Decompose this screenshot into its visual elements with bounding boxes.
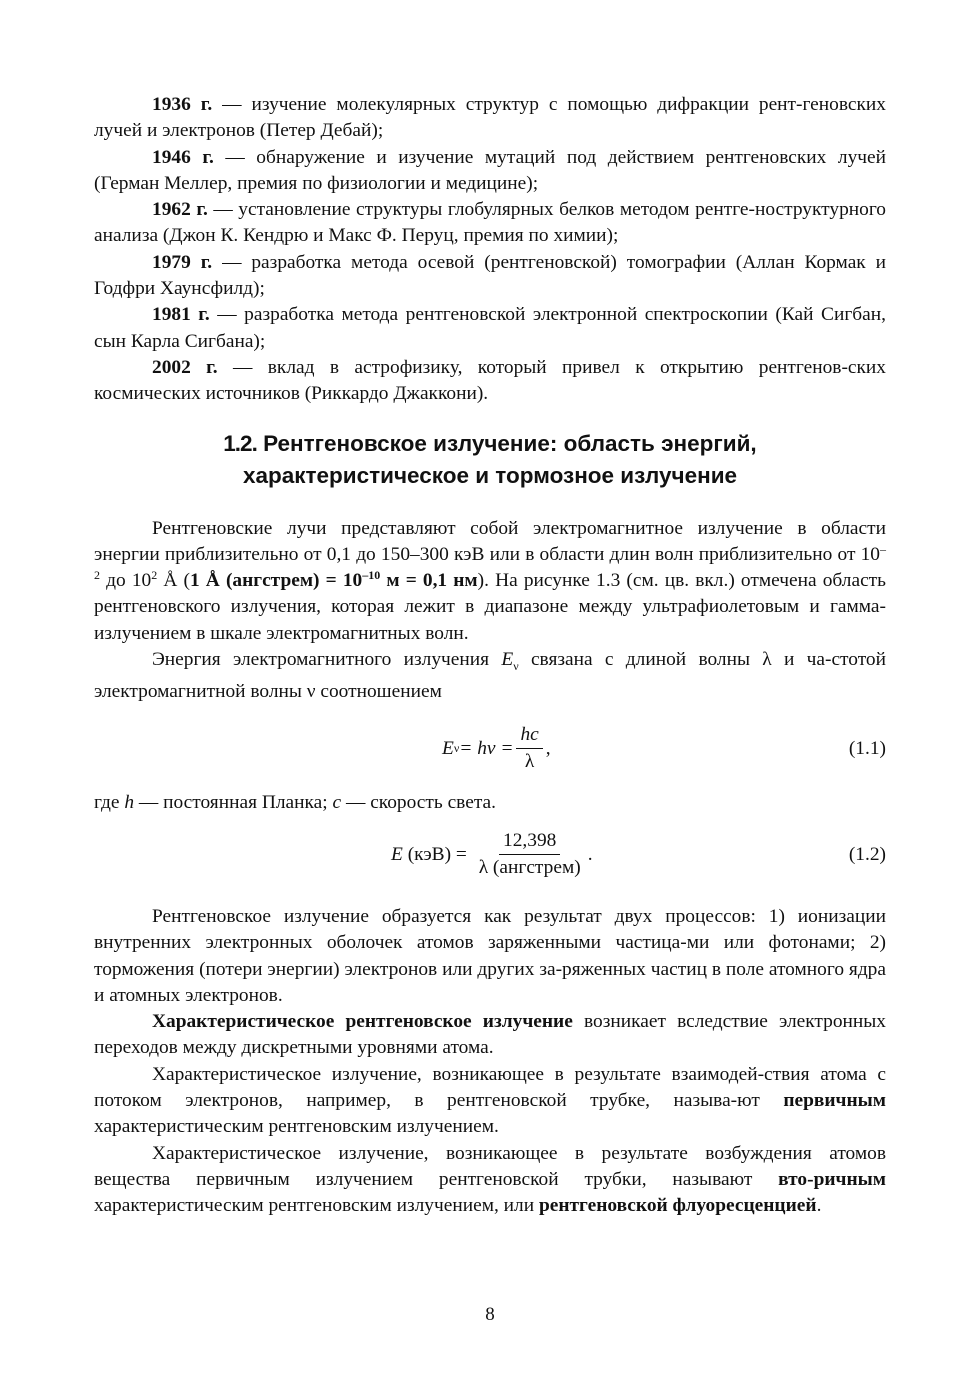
text-run: возникает вследствие электронных переходов между дискретными уровнями атома. xyxy=(94,1011,886,1059)
history-year: 1981 г. xyxy=(152,304,210,326)
page-body xyxy=(94,92,886,1220)
bold-term: первичным xyxy=(783,1090,886,1112)
paragraph-primary xyxy=(94,1062,886,1141)
equation-fraction xyxy=(516,724,542,773)
history-list xyxy=(94,92,886,408)
text-run: Рентгеновские лучи представляют собой электромагнитное излучение в области энергии приблизительно от 0,1 до 150–300 кэВ или в области длин волн приблизительно от 10 xyxy=(94,517,886,565)
paragraph-processes: Рентгеновское излучение образуется как результат двух процессов: 1) ионизации внутренних электронных оболочек атомов заряженными частица-ми или фотонами; 2) торможения (потери энергии) электронов или других за-ряженных частиц в поле атомного ядра и атомных электронов. xyxy=(94,905,886,1006)
section-title-part-2: характеристическое и тормозное излучение xyxy=(242,462,738,488)
history-item xyxy=(94,92,886,145)
equation-lhs: E xyxy=(391,843,403,865)
history-item xyxy=(94,250,886,303)
fraction-denominator: λ xyxy=(524,751,535,773)
equation-number: (1.1) xyxy=(848,737,886,759)
paragraph-energy xyxy=(94,647,886,706)
equation-formula xyxy=(391,822,593,888)
equation-lhs-unit: (кэВ) = xyxy=(402,843,472,865)
history-year: 1936 г. xyxy=(152,94,213,115)
history-text: — установление структуры глобулярных белков методом рентге-ноструктурного анализа (Джон К. Кендрю и Макс Ф. Перуц, премия по химии); xyxy=(94,199,886,247)
fraction-numerator: 12,398 xyxy=(499,830,560,855)
paragraph-characteristic xyxy=(94,1009,886,1062)
history-text: — обнаружение и изучение мутаций под действием рентгеновских лучей (Герман Меллер, премия по физиологии и медицине); xyxy=(94,146,886,194)
history-text: — разработка метода рентгеновской электронной спектроскопии (Кай Сигбан, сын Карла Сигбана); xyxy=(94,304,887,352)
equation-formula xyxy=(442,708,551,790)
text-run: ). На рисунке 1.3 (см. цв. вкл.) отмечена область рентгеновского излучения, которая лежит в диапазоне между ультрафиолетовым и гамма-излучением в шкале электромагнитных волн. xyxy=(94,570,886,644)
text-run: характеристическим рентгеновским излучением. xyxy=(94,1116,499,1138)
text-run: Å ( xyxy=(157,570,190,592)
text-run: . xyxy=(816,1195,822,1217)
symbol-h: h xyxy=(124,791,135,813)
history-item xyxy=(94,302,886,355)
equation-tail: , xyxy=(545,737,551,759)
equation-subscript: ν xyxy=(453,741,460,756)
symbol-c: c xyxy=(332,791,342,813)
history-year: 1962 г. xyxy=(152,199,208,221)
text-run: — скорость света. xyxy=(341,791,496,813)
bold-term: вто-ричным xyxy=(778,1168,886,1190)
section-number: 1.2. xyxy=(223,430,257,456)
exponent: –2 xyxy=(94,541,886,583)
history-year: 2002 г. xyxy=(152,356,218,378)
bold-term: Характеристическое рентгеновское излучение xyxy=(152,1011,573,1033)
fraction-denominator: λ (ангстрем) xyxy=(478,857,581,879)
history-item xyxy=(94,355,886,408)
symbol-nu-subscript: ν xyxy=(513,659,519,674)
equation-1-2 xyxy=(94,822,886,888)
text-run: Характеристическое излучение, возникающее в результате возбуждения атомов вещества первичным излучением рентгеновской трубки, называют xyxy=(94,1142,886,1190)
paragraph-where xyxy=(94,790,886,816)
bold-definition: м = 0,1 нм xyxy=(380,570,478,592)
bold-term: рентгеновской флуоресценцией xyxy=(538,1195,817,1217)
equation-lhs: E xyxy=(442,737,454,759)
history-item xyxy=(94,145,886,198)
bold-definition: 1 Å (ангстрем) = 10 xyxy=(189,570,363,592)
exponent: –10 xyxy=(362,568,381,583)
history-year: 1979 г. xyxy=(152,251,213,273)
equation-middle: = hν = xyxy=(459,737,514,759)
section-heading-line-1 xyxy=(94,428,886,460)
page-number: 8 xyxy=(485,1304,495,1325)
history-text: — вклад в астрофизику, который привел к открытию рентгенов-ских космических источников (Риккардо Джаккони). xyxy=(94,356,886,405)
paragraph-xray-range xyxy=(94,516,886,647)
text-run: Характеристическое излучение, возникающее в результате взаимодей-ствия атома с потоком электронов, например, в рентгеновской трубке, называ-ют xyxy=(94,1063,886,1112)
equation-1-1 xyxy=(94,708,886,790)
equation-tail: . xyxy=(587,843,593,865)
fraction-numerator: hc xyxy=(516,724,542,749)
history-item xyxy=(94,197,886,250)
text-run: до 10 xyxy=(100,570,152,592)
history-text: — изучение молекулярных структур с помощью дифракции рент-геновских лучей и электронов (Петер Дебай); xyxy=(94,94,887,142)
section-heading xyxy=(94,428,886,492)
section-title-part-1: Рентгеновское излучение: область энергий, xyxy=(256,430,757,456)
text-run: — постоянная Планка; xyxy=(134,791,333,813)
symbol-e: E xyxy=(501,649,514,671)
text-run: характеристическим рентгеновским излучением, или xyxy=(94,1195,539,1217)
paragraph-secondary xyxy=(94,1141,886,1220)
text-run: связана с длиной волны λ и ча-стотой электромагнитной волны ν соотношением xyxy=(94,649,887,703)
history-year: 1946 г. xyxy=(152,146,214,168)
text-run: где xyxy=(94,791,125,813)
equation-number: (1.2) xyxy=(848,843,886,865)
exponent: 2 xyxy=(151,568,158,583)
history-text: — разработка метода осевой (рентгеновской) томографии (Аллан Кормак и Годфри Хаунсфилд); xyxy=(94,251,886,300)
equation-fraction xyxy=(475,830,585,879)
text-run: Энергия электромагнитного излучения xyxy=(152,649,502,671)
